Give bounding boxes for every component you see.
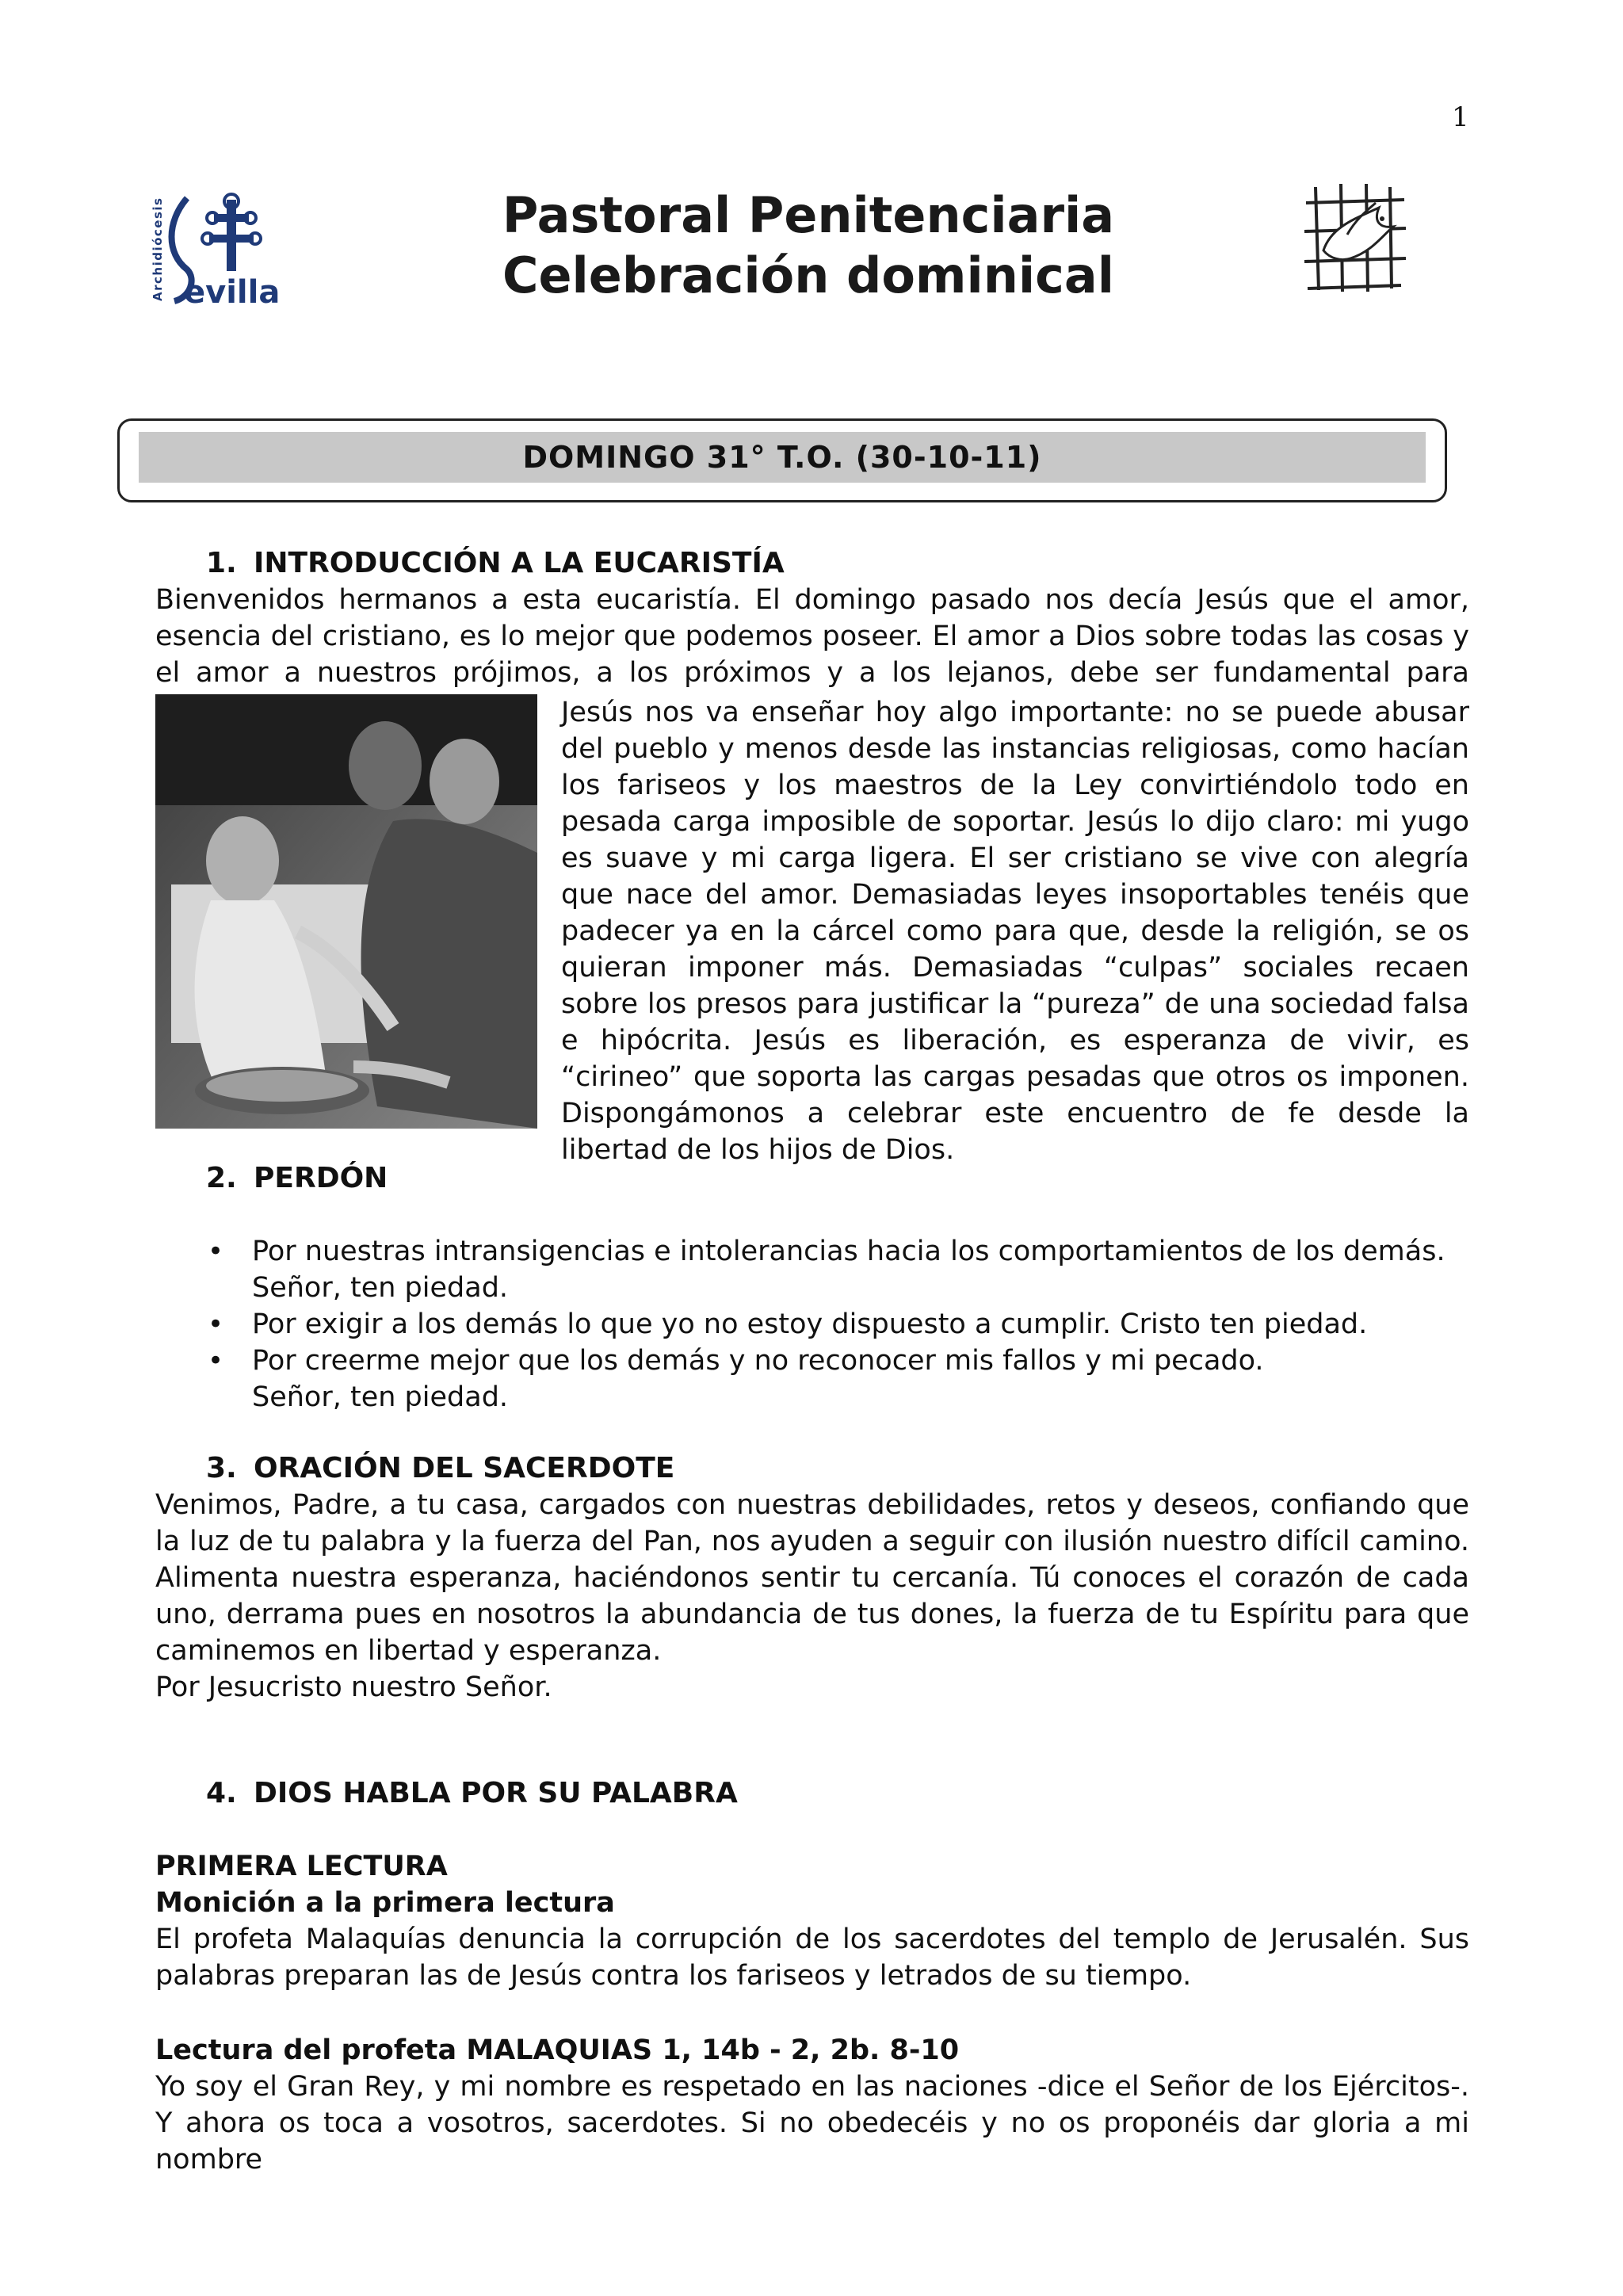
section-1-wrapped-text: Jesús nos va enseñar hoy algo importante: no se puede abusar del pueblo y menos desde las instancias religiosas, como hacían los fariseos y los maestros de la Ley convirtiéndolo todo en pesada carga imposible de soportar. Jesús lo dijo claro: mi yugo es suave y mi carga ligera. El ser cristiano se vive con alegría que nace del amor. Demasiadas leyes insoportables tenéis que padecer ya en la cárcel como para que, desde la religión, se os quieran imponer más. Demasiadas “culpas” sociales recaen sobre los presos para justificar la “pureza” de una sociedad falsa e hipócrita. Jesús es liberación, es esperanza de vivir, es “cirineo” que soporta las cargas pesadas que otros os imponen. Dispongámonos a celebrar este encuentro de fe desde la libertad de los hijos de Dios. [561,697,1469,1166]
monicion-heading: Monición a la primera lectura [155,1887,615,1919]
section-2-title: PERDÓN [254,1162,388,1194]
perdon-item-2-text: Por exigir a los demás lo que yo no estoy dispuesto a cumplir. Cristo ten piedad. [252,1308,1368,1340]
section-2-number: 2. [206,1162,237,1194]
page-title [412,185,1205,306]
section-3-closing: Por Jesucristo nuestro Señor. [155,1671,552,1703]
date-banner: DOMINGO 31° T.O. (30-10-11) [139,432,1426,483]
title-line-2: Celebración dominical [502,246,1115,304]
page-number: 1 [1452,101,1469,133]
reading-text: Yo soy el Gran Rey, y mi nombre es respetado en las naciones -dice el Señor de los Ejércitos-. Y ahora os toca a vosotros, sacerdotes. Si no obedecéis y no os proponéis dar gloria a mi nombre [155,2071,1469,2176]
date-banner-box [117,418,1447,502]
section-3-body: Venimos, Padre, a tu casa, cargados con nuestras debilidades, retos y deseos, confiando que la luz de tu palabra y la fuerza del Pan, nos ayuden a seguir con ilusión nuestro difícil camino. Alimenta nuestra esperanza, haciéndonos sentir tu cercanía. Tú conoces el corazón de cada uno, derrama pues en nosotros la abundancia de tus dones, la fuerza de tu Espíritu para que caminemos en libertad y esperanza. [155,1489,1469,1667]
list-item [208,1306,1469,1343]
section-2-heading [206,1160,1395,1197]
perdon-item-1-text: Por nuestras intransigencias e intolerancias hacia los comportamientos de los demás. [252,1236,1445,1267]
section-1-title: INTRODUCCIÓN A LA EUCARISTÍA [254,547,785,579]
section-4-number: 4. [206,1777,237,1809]
section-1-intro: Bienvenidos hermanos a esta eucaristía. El domingo pasado nos decía Jesús que el amor, esencia del cristiano, es lo mejor que podemos poseer. El amor a Dios sobre todas las cosas y el amor a nuestros prójimos, a los próximos y a los lejanos, debe ser fundamental para [155,584,1469,689]
sevilla-logo-icon [151,190,285,309]
section-3-number: 3. [206,1452,237,1484]
dove-bars-icon [1300,179,1411,298]
title-line-1: Pastoral Penitenciaria [502,186,1115,244]
logo-word: evilla [184,274,281,309]
reading-heading: Lectura del profeta MALAQUIAS 1, 14b - 2, 2b. 8-10 [155,2034,960,2066]
list-item [208,1233,1469,1306]
section-4-heading [206,1775,1395,1812]
section-1-number: 1. [206,547,237,579]
logo-vertical-text: Archidiócesis [151,197,165,301]
monicion-text: El profeta Malaquías denuncia la corrupción de los sacerdotes del templo de Jerusalén. Sus palabras preparan las de Jesús contra los fariseos y letrados de su tiempo. [155,1924,1469,1992]
perdon-item-1-response: Señor, ten piedad. [252,1272,509,1304]
section-3-title: ORACIÓN DEL SACERDOTE [254,1452,675,1484]
perdon-item-3-response: Señor, ten piedad. [252,1381,509,1413]
foot-washing-photo [155,694,537,1129]
section-3-heading [206,1450,1395,1487]
section-1-heading [206,545,1395,582]
perdon-item-3-text: Por creerme mejor que los demás y no reconocer mis fallos y mi pecado. [252,1345,1264,1377]
primera-lectura-heading: PRIMERA LECTURA [155,1851,448,1882]
section-4-title: DIOS HABLA POR SU PALABRA [254,1777,738,1809]
perdon-list [208,1233,1469,1415]
list-item [208,1343,1469,1415]
